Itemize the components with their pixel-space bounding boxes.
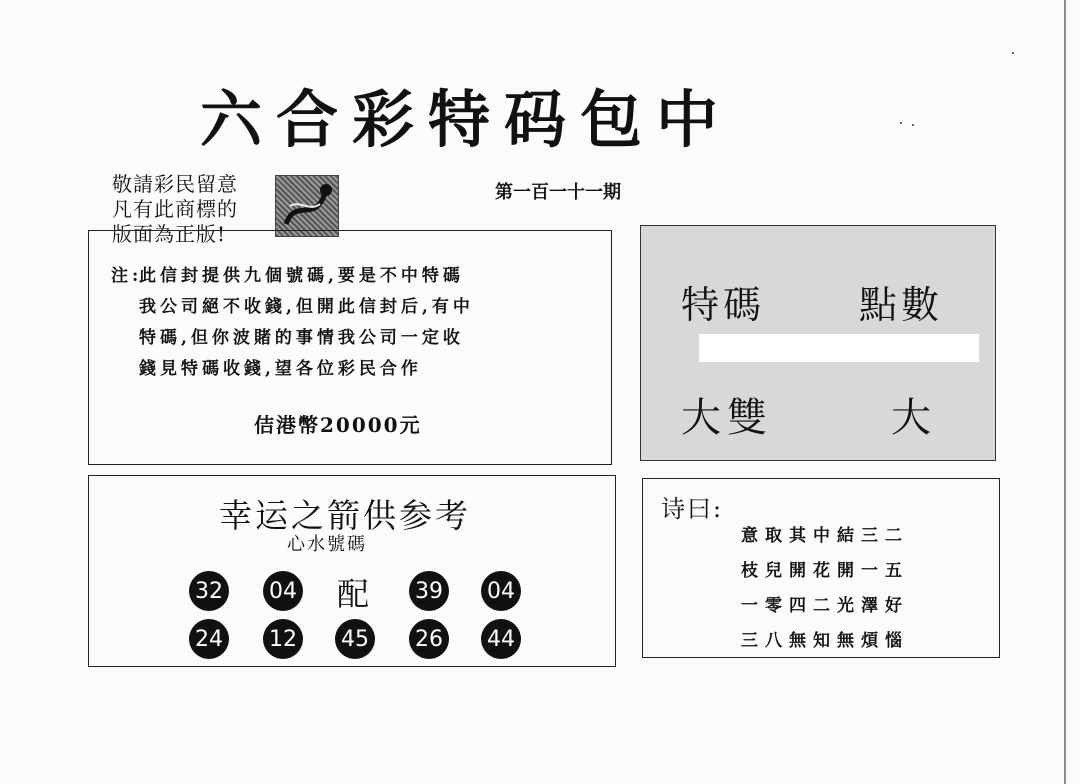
notice-line: 版面為正版! <box>112 222 227 246</box>
page-title: 六合彩特码包中 <box>200 83 733 156</box>
poem-line: 三八無知無煩惱 <box>741 631 909 651</box>
number-ball: 12 <box>263 619 303 659</box>
scan-speck <box>900 122 902 124</box>
special-code-label: 特碼 <box>681 283 766 327</box>
points-label: 點數 <box>859 283 944 327</box>
notice-line: 凡有此商標的 <box>112 197 238 221</box>
issue-number: 第一百一十一期 <box>495 182 621 203</box>
poem-box <box>642 478 1000 658</box>
redaction-bar <box>699 334 979 362</box>
poem-heading: 诗曰: <box>661 495 724 523</box>
scan-edge-line <box>1064 0 1066 784</box>
number-ball: 04 <box>481 571 521 611</box>
poem-line: 意取其中結三二 <box>741 526 909 546</box>
scan-speck <box>1012 52 1014 54</box>
price-text: 佶港幣20000元 <box>254 413 422 437</box>
scan-speck <box>912 124 914 126</box>
points-value: 大 <box>891 395 931 441</box>
trademark-logo <box>275 175 339 237</box>
pair-label: 配 <box>337 575 370 613</box>
number-ball: 39 <box>409 571 449 611</box>
points-box <box>640 225 996 461</box>
note-box <box>88 230 612 465</box>
poem-line: 枝兒開花開一五 <box>741 561 909 581</box>
note-line: 錢見特碼收錢,望各位彩民合作 <box>139 359 422 379</box>
number-ball: 24 <box>189 619 229 659</box>
poem-line: 一零四二光澤好 <box>741 596 909 616</box>
note-text <box>111 261 601 385</box>
special-code-value: 大雙 <box>681 395 773 441</box>
lucky-subtitle: 心水號碼 <box>287 534 367 555</box>
number-ball: 45 <box>335 619 375 659</box>
number-ball: 44 <box>481 619 521 659</box>
note-prefix: 注: <box>111 266 143 286</box>
note-line: 特碼,但你波賭的事情我公司一定收 <box>139 328 464 348</box>
lucky-title: 幸运之箭供参考 <box>219 496 471 535</box>
number-ball: 32 <box>189 571 229 611</box>
poem-lines <box>741 519 981 659</box>
number-ball: 04 <box>263 571 303 611</box>
lucky-numbers-box <box>88 475 616 667</box>
note-line: 我公司絕不收錢,但開此信封后,有中 <box>139 297 474 317</box>
notice-line: 敬請彩民留意 <box>112 172 238 196</box>
number-ball: 26 <box>409 619 449 659</box>
note-line: 此信封提供九個號碼,要是不中特碼 <box>139 266 464 286</box>
